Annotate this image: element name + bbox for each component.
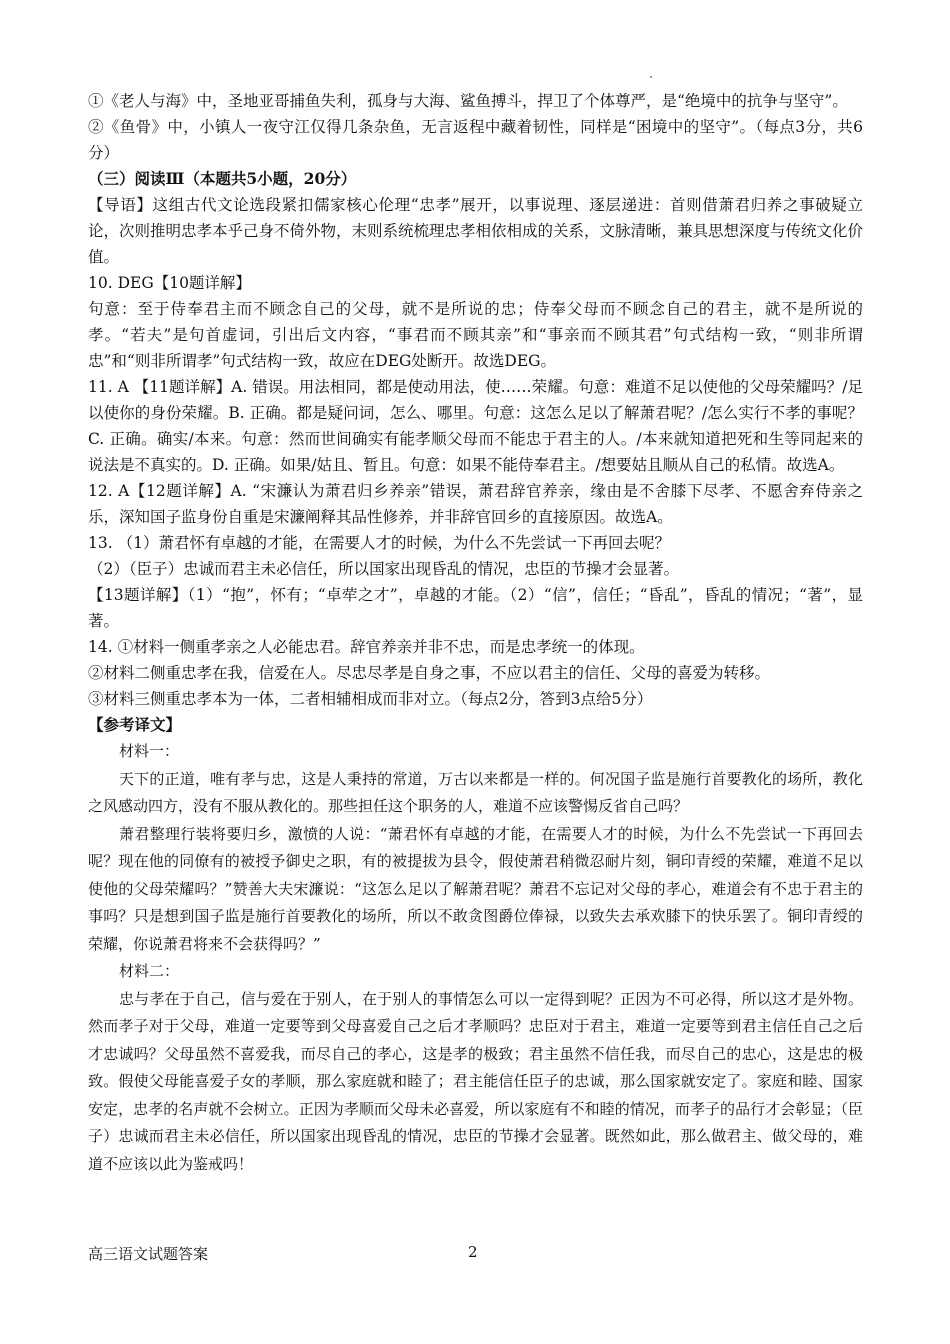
material1-label: 材料一： [119, 742, 180, 760]
material1-para2: 萧君整理行装将要归乡，激愤的人说：“萧君怀有卓越的才能，在需要人才的时候，为什么不先尝试一下再回去呢？现在他的同僚有的被授予御史之职，有的被提拔为县令，假使萧君稍微忍耐片刻，铜印青绶的荣耀，难道不足以使他的父母荣耀吗？”赞善大夫宋濂说：“这怎么足以了解萧君呢？萧君不忘记对父母的孝心，难道会有不忠于君主的事吗？只是想到国子监是施行首要教化的场所，所以不敢贪图爵位俸禄，以致失去承欢膝下的快乐罢了。铜印青绶的荣耀，你说萧君将来不会获得吗？” [88, 824, 863, 953]
section-heading-reading3: （三）阅读Ⅲ（本题共5小题，20分） [88, 169, 357, 188]
paragraph-q10-answer: 10. DEG【10题详解】 [88, 274, 251, 292]
answer-content [88, 88, 863, 1178]
paragraph-q14-3: ③材料三侧重忠孝本为一体，二者相辅相成而非对立。（每点2分，答到3点给5分） [88, 690, 653, 708]
paragraph-q9-point1: ①《老人与海》中，圣地亚哥捕鱼失利，孤身与大海、鲨鱼搏斗，捍卫了个体尊严，是“绝境中的抗争与坚守”。 [88, 92, 848, 110]
paragraph-q14-2: ②材料二侧重忠孝在我，信爱在人。尽忠尽孝是自身之事，不应以君主的信任、父母的喜爱为转移。 [88, 664, 771, 682]
page-number: 2 [468, 1243, 478, 1261]
paragraph-q12: 12. A【12题详解】A. “宋濂认为萧君归乡养亲”错误，萧君辞官养亲，缘由是不舍膝下尽孝、不愿舍弃侍亲之乐，深知国子监身份自重是宋濂阐释其品性修养，并非辞官回乡的直接原因。故选A。 [88, 482, 863, 526]
material2-para1: 忠与孝在于自己，信与爱在于别人，在于别人的事情怎么可以一定得到呢？正因为不可必得，所以这才是外物。然而孝子对于父母，难道一定要等到父母喜爱自己之后才孝顺吗？忠臣对于君主，难道一定要等到君主信任自己之后才忠诚吗？父母虽然不喜爱我，而尽自己的孝心，这是孝的极致；君主虽然不信任我，而尽自己的忠心，这是忠的极致。假使父母能喜爱子女的孝顺，那么家庭就和睦了；君主能信任臣子的忠诚，那么国家就安定了。家庭和睦、国家安定，忠孝的名声就不会树立。正因为孝顺而父母未必喜爱，所以家庭有不和睦的情况，而孝子的品行才会彰显；（臣子）忠诚而君主未必信任，所以国家出现昏乱的情况，忠臣的节操才会显著。既然如此，那么做君主、做父母的，难道不应该以此为鉴戒吗！ [88, 989, 863, 1173]
paragraph-q11: 11. A 【11题详解】A. 错误。用法相同，都是使动用法，使……荣耀。句意：难道不足以使他的父母荣耀吗？/足以使你的身份荣耀。B. 正确。都是疑问词，怎么、哪里。句意：这怎么足以了解萧君呢？/怎么实行不孝的事呢？C. 正确。确实/本来。句意：然而世间确实有能孝顺父母而不能忠于君主的人。/本来就知道把死和生等同起来的说法是不真实的。D. 正确。如果/姑且、暂且。句意：如果不能侍奉君主。/想要姑且顺从自己的私情。故选A。 [88, 378, 863, 474]
material1-para1: 天下的正道，唯有孝与忠，这是人秉持的常道，万古以来都是一样的。何况国子监是施行首要教化的场所，教化之风感动四方，没有不服从教化的。那些担任这个职务的人，难道不应该警惕反省自己吗？ [88, 769, 863, 815]
paragraph-q14-1: 14. ①材料一侧重孝亲之人必能忠君。辞官养亲并非不忠，而是忠孝统一的体现。 [88, 638, 645, 656]
paragraph-q13-2: （2）（臣子）忠诚而君主未必信任，所以国家出现昏乱的情况，忠臣的节操才会显著。 [88, 560, 680, 578]
paragraph-q13-1: 13. （1）萧君怀有卓越的才能，在需要人才的时候，为什么不先尝试一下再回去呢？ [88, 534, 670, 552]
paragraph-q13-detail: 【13题详解】（1）“抱”，怀有；“卓荦之才”，卓越的才能。（2）“信”，信任；“昏乱”，昏乱的情况；“著”，显著。 [88, 586, 863, 630]
paragraph-q9-point2: ②《鱼骨》中，小镇人一夜守江仅得几条杂鱼，无言返程中藏着韧性，同样是“困境中的坚守”。（每点3分，共6分） [88, 118, 863, 162]
scan-speck [650, 76, 652, 78]
paragraph-q10-detail: 句意：至于侍奉君主而不顾念自己的父母，就不是所说的忠；侍奉父母而不顾念自己的君主，就不是所说的孝。“若夫”是句首虚词，引出后文内容，“事君而不顾其亲”和“事亲而不顾其君”句式结构一致，“则非所谓忠”和“则非所谓孝”句式结构一致，故应在DEG处断开。故选DEG。 [88, 300, 863, 370]
footer-title: 高三语文试题答案 [88, 1245, 209, 1263]
material2-label: 材料二： [119, 962, 180, 980]
paragraph-intro: 【导语】这组古代文论选段紧扣儒家核心伦理“忠孝”展开，以事说理、逐层递进：首则借萧君归养之事破疑立论，次则推明忠孝本乎己身不倚外物，末则系统梳理忠孝相依相成的关系，文脉清晰，兼具思想深度与传统文化价值。 [88, 196, 864, 266]
translation-heading: 【参考译文】 [88, 715, 182, 734]
